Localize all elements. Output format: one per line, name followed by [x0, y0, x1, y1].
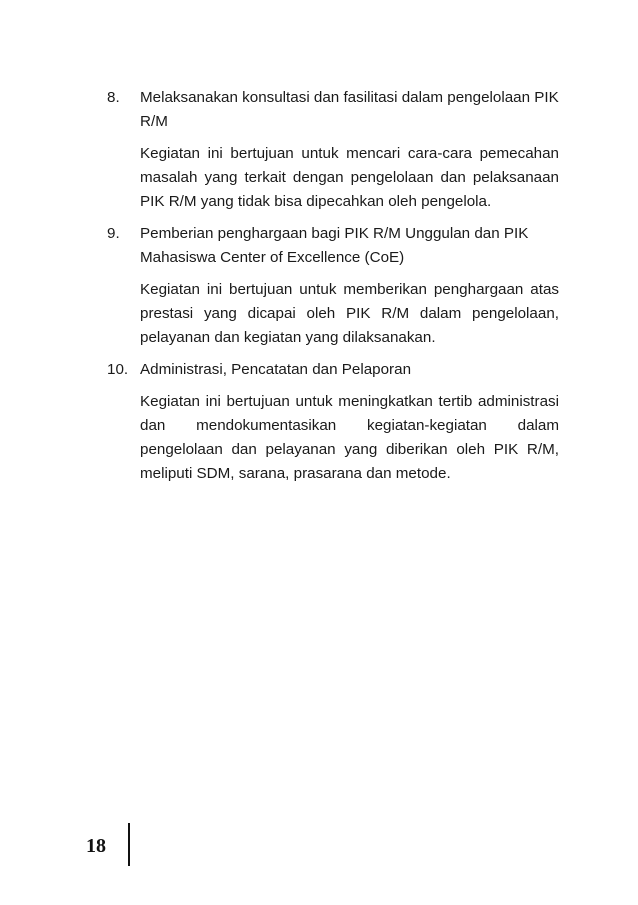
item-number: 9. [107, 225, 120, 242]
item-heading: Pemberian penghargaan bagi PIK R/M Unggulan dan PIK Mahasiswa Center of Excellence (CoE) [140, 225, 529, 266]
list-item-9 [107, 222, 559, 350]
page-number: 18 [86, 835, 106, 857]
item-description: Kegiatan ini bertujuan untuk meningkatkan tertib administrasi dan mendokumentasikan kegiatan-kegiatan dalam pengelolaan dan pelayanan yang diberikan oleh PIK R/M, meliputi SDM, sarana, prasarana dan metode. [140, 393, 559, 482]
item-heading: Melaksanakan konsultasi dan fasilitasi dalam pengelolaan PIK R/M [140, 89, 559, 130]
item-heading: Administrasi, Pencatatan dan Pelaporan [140, 361, 412, 378]
list-item-8 [107, 86, 559, 214]
list-item-10 [107, 358, 559, 486]
footer-divider [128, 823, 130, 866]
item-description: Kegiatan ini bertujuan untuk memberikan penghargaan atas prestasi yang dicapai oleh PIK R/M dalam pengelolaan, pelayanan dan kegiatan yang dilaksanakan. [140, 281, 559, 346]
item-number: 8. [107, 89, 120, 106]
item-description: Kegiatan ini bertujuan untuk mencari cara-cara pemecahan masalah yang terkait dengan pengelolaan dan pelaksanaan PIK R/M yang tidak bisa dipecahkan oleh pengelola. [140, 145, 559, 210]
item-number: 10. [107, 361, 129, 378]
main-content [107, 86, 559, 486]
